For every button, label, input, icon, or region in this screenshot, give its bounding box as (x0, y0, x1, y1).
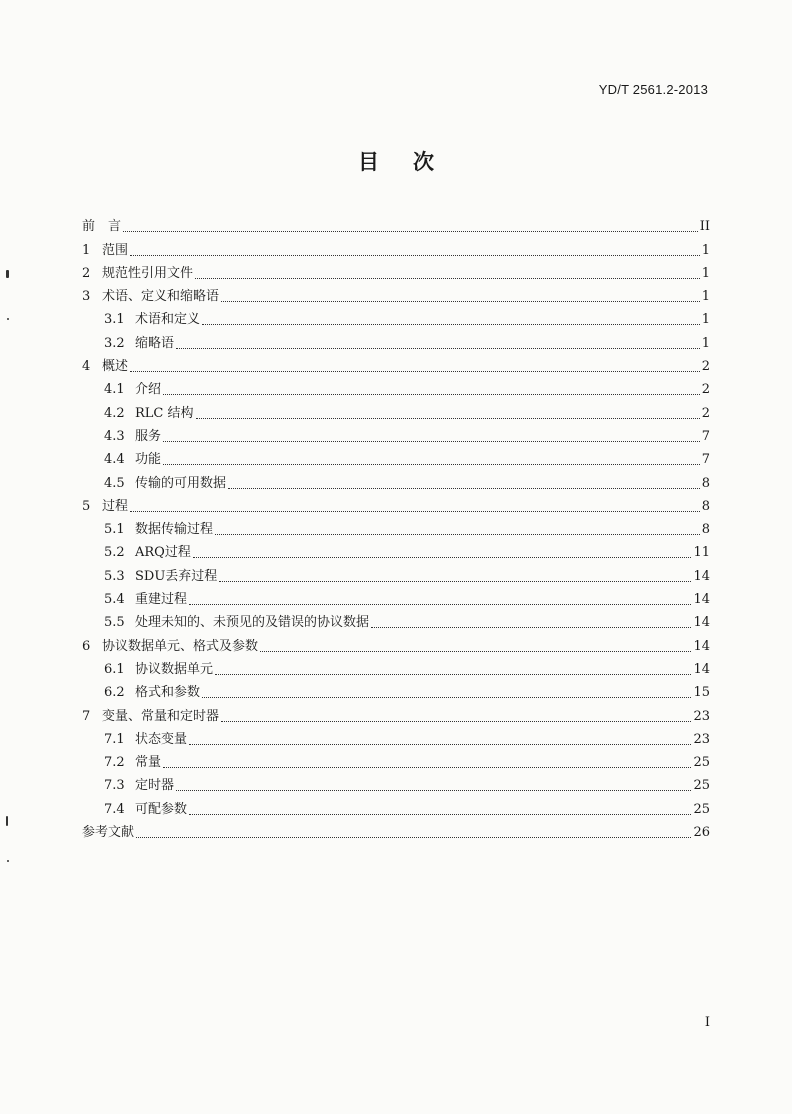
toc-entry[interactable] (82, 493, 710, 516)
toc-entry-number: 5.2 (104, 545, 125, 561)
dot-leader (202, 696, 691, 698)
toc-entry-number: 7.2 (104, 755, 125, 771)
scan-speck (7, 318, 9, 320)
dot-leader (189, 603, 691, 605)
toc-entry-number: 6 (82, 638, 91, 654)
toc-entry-title: 格式和参数 (135, 685, 201, 701)
toc-entry-title: SDU丢弃过程 (135, 568, 218, 584)
toc-entry-page: 1 (701, 335, 710, 351)
toc-entry[interactable] (82, 376, 710, 399)
toc-entry[interactable] (82, 329, 710, 352)
toc-entry[interactable] (82, 306, 710, 329)
toc-entry-page: 2 (701, 382, 710, 398)
toc-entry-number: 5.3 (104, 568, 125, 584)
toc-entry[interactable] (82, 562, 710, 585)
toc-entry-title: 缩略语 (135, 335, 175, 351)
toc-entry-page: 1 (701, 265, 710, 281)
table-of-contents (82, 213, 710, 842)
toc-entry-page: 1 (701, 312, 710, 328)
toc-entry-title: RLC 结构 (135, 405, 194, 421)
dot-leader (130, 254, 700, 256)
toc-entry-title: 定时器 (135, 778, 175, 794)
toc-entry-title: 常量 (135, 755, 162, 771)
dot-leader (130, 370, 700, 372)
toc-entry-page: 23 (693, 731, 710, 747)
toc-entry-number: 7.1 (104, 731, 125, 747)
toc-entry-page: 23 (693, 708, 710, 724)
toc-entry[interactable] (82, 283, 710, 306)
toc-entry-page: 7 (701, 428, 710, 444)
toc-entry-page: 14 (693, 568, 710, 584)
page-title: 目次 (358, 150, 468, 174)
toc-entry[interactable] (82, 586, 710, 609)
toc-entry-title: 数据传输过程 (135, 522, 214, 538)
dot-leader (196, 417, 700, 419)
toc-entry-number: 4.5 (104, 475, 125, 491)
document-id: YD/T 2561.2-2013 (598, 82, 708, 97)
toc-entry[interactable] (82, 516, 710, 539)
toc-entry[interactable] (82, 609, 710, 632)
toc-entry[interactable] (82, 423, 710, 446)
toc-entry[interactable] (82, 679, 710, 702)
dot-leader (260, 650, 691, 652)
toc-entry[interactable] (82, 399, 710, 422)
toc-entry-page: 8 (701, 522, 710, 538)
toc-entry-title: 传输的可用数据 (135, 475, 227, 491)
toc-entry[interactable] (82, 772, 710, 795)
toc-entry-page: II (699, 219, 710, 235)
dot-leader (189, 743, 691, 745)
toc-entry-page: 7 (701, 452, 710, 468)
toc-entry-number: 6.2 (104, 685, 125, 701)
toc-entry-title: 过程 (102, 498, 129, 514)
toc-entry[interactable] (82, 353, 710, 376)
toc-entry-number: 3.1 (104, 312, 125, 328)
dot-leader (202, 323, 700, 325)
toc-entry-title: ARQ过程 (135, 545, 191, 561)
dot-leader (215, 533, 700, 535)
scan-speck (6, 816, 8, 826)
toc-entry[interactable] (82, 260, 710, 283)
dot-leader (219, 580, 691, 582)
toc-entry-number: 2 (82, 265, 91, 281)
dot-leader (176, 347, 700, 349)
toc-entry-title: 可配参数 (135, 801, 188, 817)
toc-entry[interactable] (82, 539, 710, 562)
toc-entry-number: 4.1 (104, 382, 125, 398)
toc-entry-page: 25 (693, 801, 710, 817)
toc-entry-page: 1 (701, 289, 710, 305)
toc-entry-title: 术语和定义 (135, 312, 201, 328)
toc-entry-number: 7 (82, 708, 91, 724)
toc-entry-title: 状态变量 (135, 731, 188, 747)
toc-entry-number: 5.4 (104, 592, 125, 608)
scan-speck (7, 860, 9, 862)
toc-entry-number: 6.1 (104, 661, 125, 677)
dot-leader (163, 440, 700, 442)
toc-entry-page: 2 (701, 359, 710, 375)
dot-leader (163, 463, 700, 465)
toc-entry-title: 服务 (135, 428, 162, 444)
toc-entry-number: 3.2 (104, 335, 125, 351)
dot-leader (189, 813, 691, 815)
toc-entry-number: 5.5 (104, 615, 125, 631)
dot-leader (195, 277, 700, 279)
dot-leader (123, 230, 698, 232)
toc-entry-page: 1 (701, 242, 710, 258)
toc-entry-number: 5 (82, 498, 91, 514)
toc-entry-number: 7.3 (104, 778, 125, 794)
dot-leader (371, 626, 691, 628)
toc-entry-title: 功能 (135, 452, 162, 468)
toc-entry-page: 14 (693, 638, 710, 654)
toc-entry-page: 2 (701, 405, 710, 421)
toc-entry-page: 8 (701, 498, 710, 514)
toc-entry-page: 15 (693, 685, 710, 701)
toc-entry-title: 术语、定义和缩略语 (102, 289, 220, 305)
toc-entry-title: 规范性引用文件 (102, 265, 194, 281)
toc-entry-title: 变量、常量和定时器 (102, 708, 220, 724)
toc-entry-page: 14 (693, 661, 710, 677)
toc-entry-title: 协议数据单元 (135, 661, 214, 677)
dot-leader (193, 556, 692, 558)
toc-entry[interactable] (82, 632, 710, 655)
scan-speck (6, 270, 9, 278)
toc-entry-number: 1 (82, 242, 91, 258)
toc-entry-number: 3 (82, 289, 91, 305)
dot-leader (176, 789, 691, 791)
toc-entry[interactable] (82, 819, 710, 842)
dot-leader (215, 673, 691, 675)
dot-leader (136, 836, 691, 838)
toc-entry[interactable] (82, 702, 710, 725)
dot-leader (228, 487, 700, 489)
toc-entry-number: 4 (82, 359, 91, 375)
toc-entry-title: 协议数据单元、格式及参数 (102, 638, 259, 654)
toc-entry[interactable] (82, 656, 710, 679)
toc-entry-number: 4.4 (104, 452, 125, 468)
toc-entry-number: 4.3 (104, 428, 125, 444)
page-number: I (704, 1015, 710, 1030)
toc-entry[interactable] (82, 213, 710, 236)
dot-leader (163, 766, 691, 768)
toc-entry-number: 5.1 (104, 522, 125, 538)
toc-entry[interactable] (82, 236, 710, 259)
toc-entry-page: 25 (693, 755, 710, 771)
toc-entry-title: 介绍 (135, 382, 162, 398)
toc-entry-title: 重建过程 (135, 592, 188, 608)
toc-entry-page: 14 (693, 615, 710, 631)
toc-entry[interactable] (82, 749, 710, 772)
toc-entry[interactable] (82, 469, 710, 492)
toc-entry-page: 14 (693, 592, 710, 608)
toc-entry[interactable] (82, 726, 710, 749)
toc-entry-title: 概述 (102, 359, 129, 375)
toc-entry-page: 26 (693, 825, 710, 841)
toc-entry-title: 前 言 (82, 219, 122, 235)
toc-entry-page: 25 (693, 778, 710, 794)
toc-entry-title: 处理未知的、未预见的及错误的协议数据 (135, 615, 370, 631)
toc-entry-number: 7.4 (104, 801, 125, 817)
toc-entry[interactable] (82, 795, 710, 818)
dot-leader (221, 300, 700, 302)
dot-leader (221, 720, 691, 722)
toc-entry-page: 11 (693, 545, 710, 561)
toc-entry[interactable] (82, 446, 710, 469)
toc-entry-number: 4.2 (104, 405, 125, 421)
dot-leader (130, 510, 700, 512)
toc-entry-title: 参考文献 (82, 825, 135, 841)
dot-leader (163, 393, 700, 395)
toc-entry-title: 范围 (102, 242, 129, 258)
toc-entry-page: 8 (701, 475, 710, 491)
